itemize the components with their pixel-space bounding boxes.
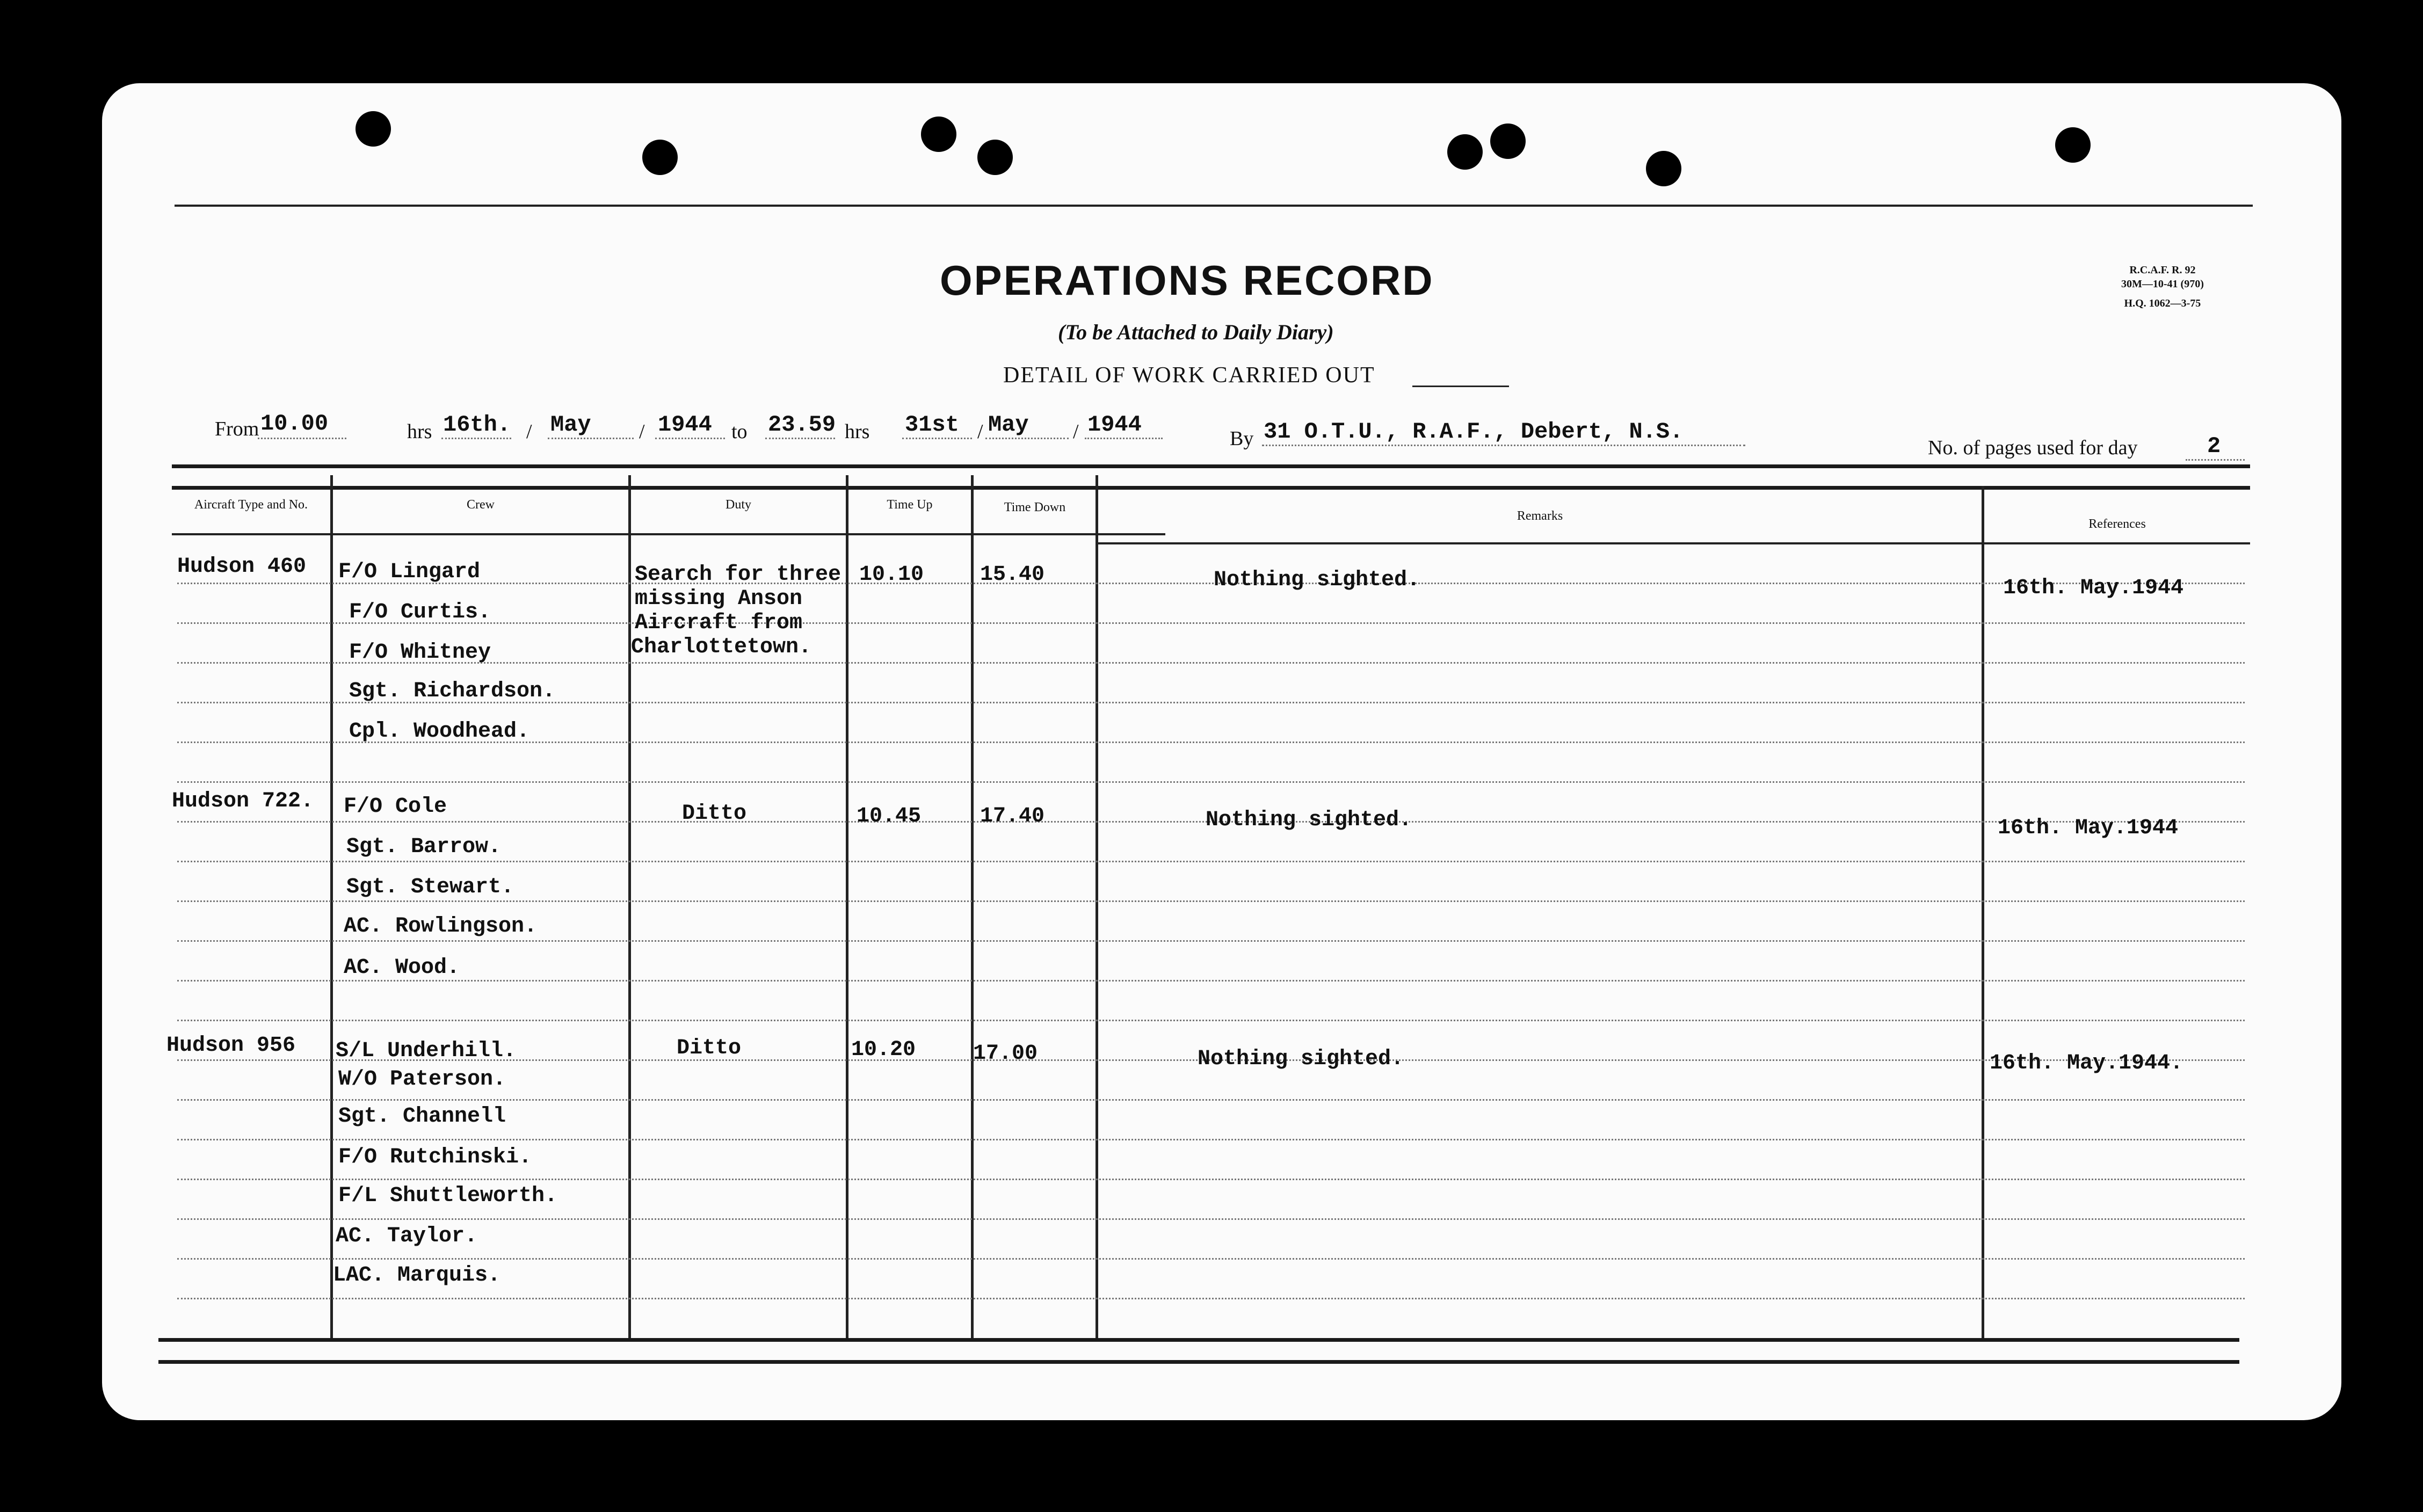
crew-member: Sgt. Stewart. <box>346 875 514 899</box>
column-divider <box>330 475 333 1338</box>
punch-hole <box>921 117 956 152</box>
time-up-cell: 10.20 <box>851 1038 916 1062</box>
punch-hole <box>642 140 678 175</box>
duty-line: Aircraft from <box>635 611 803 635</box>
column-header-time-down: Time Down <box>1004 500 1066 514</box>
pages-label: No. of pages used for day <box>1928 437 2138 459</box>
aircraft-cell: Hudson 722. <box>172 789 314 813</box>
slash: / <box>639 420 645 443</box>
duty-line: Ditto <box>682 802 747 826</box>
column-header-remarks: Remarks <box>1517 509 1563 523</box>
slash: / <box>977 420 983 443</box>
duty-line: Charlottetown. <box>631 635 812 659</box>
table-top-rule <box>172 464 2250 468</box>
time-up-cell: 10.10 <box>859 563 924 587</box>
hrs-label: hrs <box>845 420 870 443</box>
hrs-label: hrs <box>407 420 432 443</box>
aircraft-cell: Hudson 956 <box>166 1034 296 1058</box>
crew-member: F/O Curtis. <box>349 600 491 624</box>
fill-line <box>902 438 972 439</box>
remarks-cell: Nothing sighted. <box>1206 808 1412 832</box>
duty-line: Ditto <box>677 1036 742 1060</box>
to-time: 23.59 <box>768 412 836 438</box>
punch-hole <box>1490 123 1526 159</box>
time-down-cell: 17.00 <box>973 1042 1038 1066</box>
crew-member: F/O Rutchinski. <box>338 1145 532 1169</box>
ruling-line <box>177 1218 2245 1220</box>
column-header-references: References <box>2088 517 2146 531</box>
crew-member: W/O Paterson. <box>338 1067 506 1092</box>
from-month: May <box>550 412 591 438</box>
ruling-line <box>177 1099 2245 1101</box>
crew-member: S/L Underhill. <box>336 1039 517 1063</box>
operations-record-card <box>102 83 2341 1420</box>
unit-name: 31 O.T.U., R.A.F., Debert, N.S. <box>1264 419 1684 445</box>
fill-line <box>765 438 835 439</box>
time-up-cell: 10.45 <box>857 804 922 828</box>
remarks-cell: Nothing sighted. <box>1214 568 1420 592</box>
fill-line <box>655 438 725 439</box>
page-subtitle: (To be Attached to Daily Diary) <box>1058 320 1334 344</box>
to-month: May <box>988 412 1029 438</box>
table-bottom-rule <box>158 1360 2239 1364</box>
reference-cell: 16th. May.1944 <box>1998 816 2179 840</box>
punch-hole <box>356 111 391 147</box>
from-year: 1944 <box>658 412 712 438</box>
ruling-line <box>177 1139 2245 1140</box>
from-label: From <box>215 418 259 440</box>
ruling-line <box>177 1298 2245 1299</box>
punch-hole <box>2055 127 2091 163</box>
reference-cell: 16th. May.1944. <box>1990 1051 2183 1075</box>
aircraft-cell: Hudson 460 <box>177 555 307 579</box>
ruling-line <box>177 1020 2245 1021</box>
crew-member: F/O Whitney <box>349 641 491 665</box>
column-header-time-up: Time Up <box>887 498 933 512</box>
ruling-line <box>177 1258 2245 1260</box>
time-down-cell: 17.40 <box>980 804 1045 828</box>
from-time: 10.00 <box>260 411 329 437</box>
remarks-cell: Nothing sighted. <box>1198 1047 1404 1071</box>
crew-member: F/O Cole <box>344 795 447 819</box>
crew-member: AC. Taylor. <box>336 1224 478 1248</box>
time-down-cell: 15.40 <box>980 563 1045 587</box>
crew-member: AC. Rowlingson. <box>344 914 538 939</box>
slash: / <box>526 420 532 443</box>
duty-line: Search for three <box>635 563 841 587</box>
table-header-rule <box>172 486 2250 490</box>
crew-member: Sgt. Richardson. <box>349 679 556 703</box>
to-day: 31st <box>905 412 959 438</box>
ruling-line <box>177 583 2245 584</box>
form-code-line: R.C.A.F. R. 92 <box>2129 264 2196 276</box>
reference-cell: 16th. May.1944 <box>2003 576 2184 600</box>
from-day: 16th. <box>443 412 511 438</box>
punch-hole <box>1646 151 1681 186</box>
form-code-line: H.Q. 1062—3-75 <box>2124 297 2201 309</box>
detail-heading: DETAIL OF WORK CARRIED OUT <box>1003 363 1375 388</box>
column-divider <box>971 475 974 1338</box>
to-year: 1944 <box>1087 412 1142 438</box>
punch-hole <box>1447 134 1483 170</box>
column-header-crew: Crew <box>467 498 495 512</box>
ruling-line <box>177 781 2245 783</box>
column-divider <box>1982 486 1984 1338</box>
column-divider <box>846 475 848 1338</box>
punch-hole <box>977 140 1013 175</box>
crew-member: AC. Wood. <box>344 956 460 980</box>
fill-line <box>1262 445 1745 446</box>
fill-line <box>548 438 634 439</box>
header-bottom-rule <box>1096 542 2250 544</box>
crew-member: LAC. Marquis. <box>333 1263 501 1288</box>
duty-line: missing Anson <box>635 587 803 611</box>
slash: / <box>1073 420 1079 443</box>
top-rule <box>175 205 2253 207</box>
page-title: OPERATIONS RECORD <box>940 257 1434 304</box>
by-label: By <box>1230 427 1254 450</box>
column-header-aircraft: Aircraft Type and No. <box>194 498 308 512</box>
column-header-duty: Duty <box>726 498 751 512</box>
form-code <box>2121 263 2204 310</box>
table-bottom-rule <box>158 1338 2239 1342</box>
fill-line <box>258 438 346 439</box>
column-divider <box>1096 475 1098 1338</box>
crew-member: Sgt. Channell <box>338 1104 506 1129</box>
fill-line <box>441 438 511 439</box>
column-divider <box>628 475 631 1338</box>
ruling-line <box>177 940 2245 942</box>
ruling-line <box>177 861 2245 862</box>
header-bottom-rule <box>172 533 1165 535</box>
fill-line <box>2186 459 2245 461</box>
ruling-line <box>177 1179 2245 1180</box>
crew-member: Cpl. Woodhead. <box>349 719 530 744</box>
crew-member: F/O Lingard <box>338 560 481 584</box>
crew-member: Sgt. Barrow. <box>346 835 502 859</box>
ruling-line <box>177 900 2245 902</box>
ruling-line <box>177 980 2245 982</box>
to-label: to <box>731 420 748 443</box>
fill-line <box>985 438 1069 439</box>
form-code-line: 30M—10-41 (970) <box>2121 278 2204 290</box>
crew-member: F/L Shuttleworth. <box>338 1184 558 1208</box>
fill-line <box>1085 438 1163 439</box>
detail-underline <box>1412 386 1509 387</box>
pages-value: 2 <box>2207 433 2221 459</box>
